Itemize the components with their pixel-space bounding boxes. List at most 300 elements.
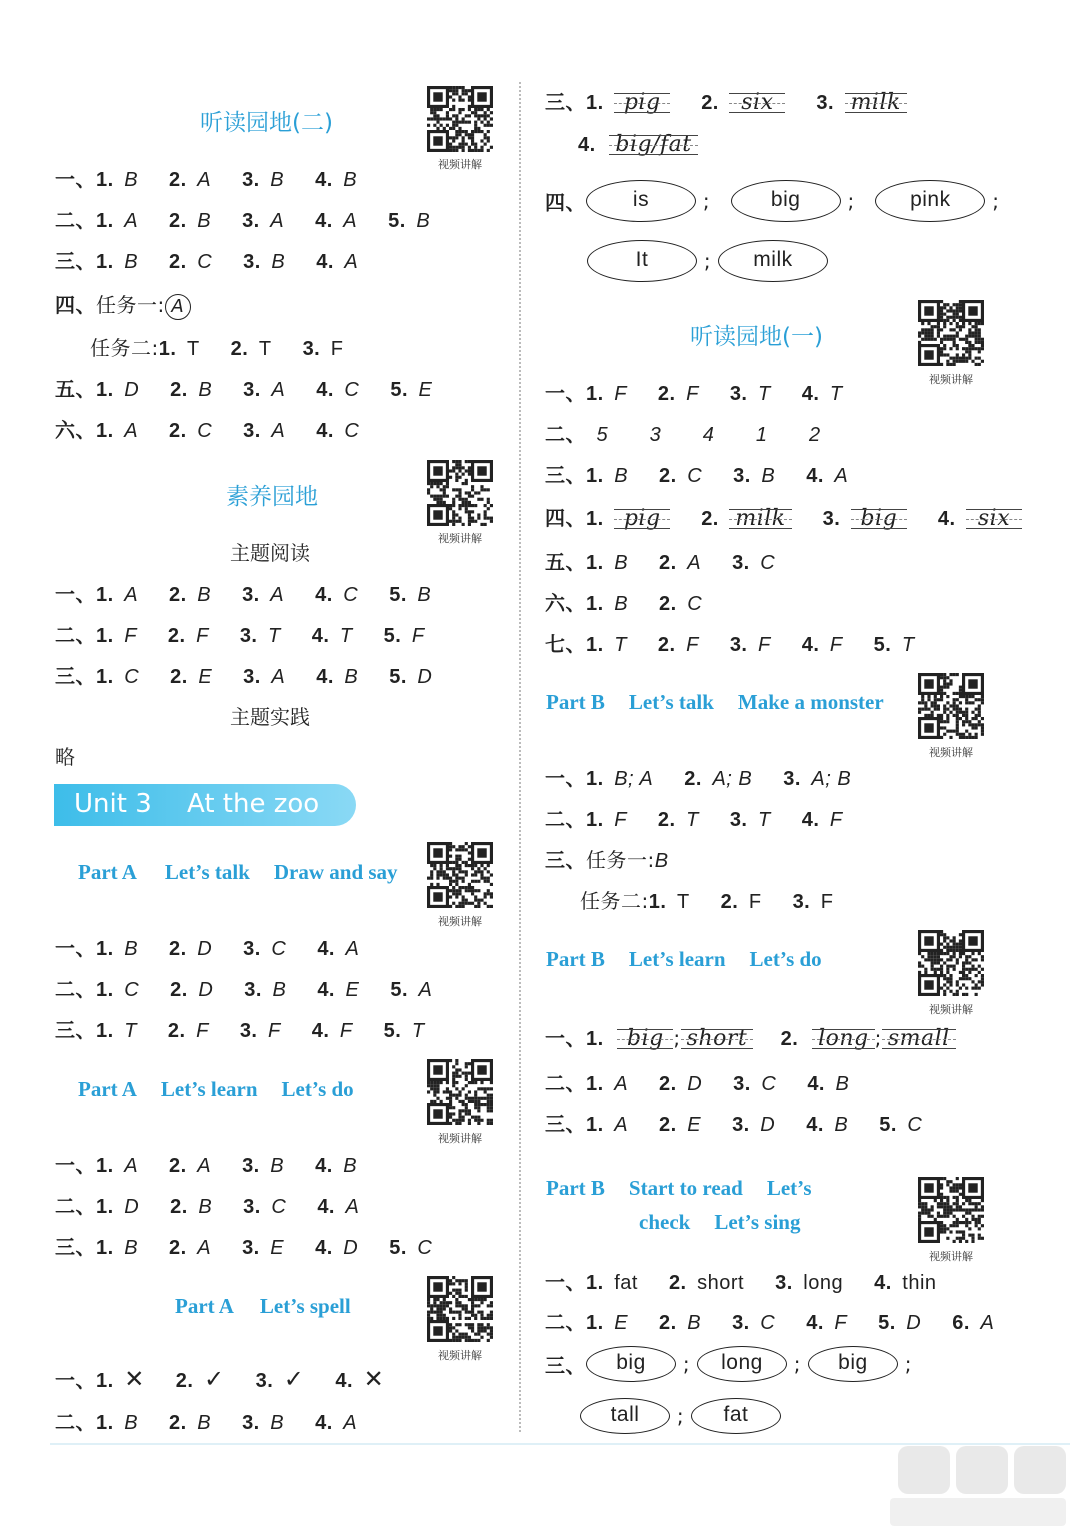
item-answer: A [124,420,139,442]
item-answer: B [417,584,432,606]
item-number: 1. [586,383,604,405]
item-number: 4. [315,584,333,606]
item-number: 3. [816,92,835,114]
cross-icon: ✕ [124,1365,145,1393]
title-part: Part B [546,690,605,714]
item-answer: F [758,634,771,656]
item-number: 3. [775,1272,793,1294]
item-answer: B [835,1073,850,1095]
answer-row [55,1406,388,1435]
handwritten-text: pig [623,506,661,531]
item-answer: D [417,666,433,688]
row-prefix: 五、 [545,552,586,574]
item-number: 1. [96,251,114,273]
item-answer: 2 [809,424,821,446]
title-part: Part A [175,1294,234,1318]
item-answer: T [758,383,771,405]
qr-code-icon[interactable] [918,673,984,739]
item-number: 1. [586,809,604,831]
row-prefix: 二、 [55,1196,96,1218]
item-answer: B [124,169,139,191]
item-answer: F [196,625,209,647]
item-number: 4. [316,379,334,401]
item-number: 4. [806,1312,824,1334]
item-answer: B [272,979,287,1001]
task-label: 任务一: [586,848,655,872]
mark-items [96,1365,415,1393]
title-part: Start to read [628,1176,743,1200]
item-number: 3. [792,891,811,913]
title-part: Let’s sing [714,1210,801,1234]
item-answer: B [614,552,629,574]
hw-items [586,506,1053,530]
section-title-partb-read-2 [639,1210,800,1235]
answer-row-marks [55,1364,415,1393]
item-number: 1. [96,938,114,960]
task-label: 任务二: [580,889,649,913]
item-answer: B [270,1155,285,1177]
row-prefix: 三、 [55,1237,96,1259]
item-number: 2. [659,465,677,487]
item-answer: A [197,1155,212,1177]
item-answer: A [124,210,139,232]
item-number: 3. [729,809,748,831]
item-answer: T [124,1020,137,1042]
answer-row [55,1231,463,1260]
answer-row [545,418,852,447]
item-answer: 3 [649,424,662,446]
item-answer: T [339,625,353,647]
item-number: 4. [807,1073,825,1095]
item-answer: B [124,1237,139,1259]
handwritten-answer [845,90,907,115]
answer-row [545,803,874,832]
row-prefix: 三、 [545,465,586,487]
qr-code-icon[interactable] [918,930,984,996]
item-number: 3. [732,1114,750,1136]
item-number: 1. [96,979,114,1001]
practice-answer: 略 [55,745,75,769]
item-answer: E [198,666,213,688]
handwritten-answer [851,506,907,531]
item-number: 1. [96,1020,114,1042]
answer-row-handwriting [578,132,698,157]
qr-label: 视频讲解 [438,1349,482,1362]
item-answer: C [687,465,703,487]
item-number: 3. [733,465,751,487]
row-prefix: 六、 [545,593,586,615]
answer-row [545,1067,880,1096]
answer-row [545,546,806,575]
item-answer: F [339,1020,353,1042]
item-answer: E [345,979,360,1001]
item-answer: C [760,552,776,574]
item-answer: C [271,1196,287,1218]
item-answer: C [687,593,703,615]
answer-row [545,1306,1025,1335]
item-number: 2. [169,420,187,442]
item-answer: F [614,383,627,405]
oval-word: long [697,1346,787,1382]
handwritten-answer [882,1026,956,1051]
answer-row [55,660,463,689]
item-answer: A [270,584,285,606]
answer-row [55,619,456,648]
item-number: 3. [243,251,261,273]
qr-label: 视频讲解 [929,1003,973,1016]
item-answer: A [271,666,286,688]
row-prefix: 三、 [545,92,586,114]
item-number: 1. [96,1412,114,1434]
handwritten-answer [966,506,1022,531]
subheading-theme-reading: 主题阅读 [230,541,310,565]
handwritten-answer [681,1026,754,1051]
item-answer: A [344,251,359,273]
item-answer: short [697,1272,745,1294]
item-number: 4. [801,809,820,831]
item-number: 4. [316,420,334,442]
item-number: 5. [389,1237,407,1259]
row-prefix: 一、 [545,768,586,790]
item-answer: E [687,1114,702,1136]
row-prefix: 一、 [55,938,96,960]
section-title-partb-read-1 [546,1176,812,1201]
title-part: Let’s do [281,1077,354,1101]
title-part: Part A [78,860,137,884]
cross-icon: ✕ [363,1365,385,1393]
item-number: 2. [684,768,702,790]
item-number: 2. [657,634,676,656]
item-number: 4. [335,1370,354,1392]
answer-row-words [545,1266,968,1295]
item-answer: C [761,1073,777,1095]
section-title-literacy: 素养园地 [226,484,318,510]
qr-label: 视频讲解 [438,915,482,928]
item-number: 1. [96,1196,114,1218]
answer-row [55,1014,456,1043]
item-answer: B [198,379,213,401]
answer-row-three [545,844,669,873]
item-number: 1. [586,593,604,615]
item-answer: A [687,552,702,574]
handwritten-answer [729,90,785,115]
answer-row [55,414,390,443]
item-number: 4. [578,134,596,156]
item-number: 2. [167,625,186,647]
item-answer: T [186,338,200,360]
title-part: Part A [78,1077,137,1101]
oval-word: big [808,1346,898,1382]
item-answer: fat [614,1272,638,1294]
item-number: 1. [96,584,114,606]
answer-row-four [55,289,191,320]
qr-code-icon[interactable] [427,1059,493,1125]
item-number: 3. [244,979,262,1001]
item-number: 3. [243,379,261,401]
item-answer: F [820,891,834,913]
item-answer: C [344,379,360,401]
title-part: check [639,1210,691,1234]
item-number: 3. [239,625,258,647]
qr-label: 视频讲解 [929,373,973,386]
section-title-partb-talk [546,690,884,715]
row-prefix: 一、 [545,1272,586,1294]
row-prefix: 一、 [55,169,96,191]
item-number: 2. [170,666,188,688]
item-answer: C [124,666,140,688]
item-answer: T [411,1020,425,1042]
item-number: 3. [242,1412,260,1434]
item-answer: F [686,383,699,405]
item-answer: C [271,938,287,960]
item-number: 5. [383,625,402,647]
item-answer: E [614,1312,629,1334]
task-label: 任务二: [90,336,159,360]
item-number: 2. [169,169,187,191]
row-prefix: 二、 [545,1073,586,1095]
item-answer: B [343,169,358,191]
item-answer: A; B [712,768,753,790]
item-number: 3. [255,1370,274,1392]
qr-code-icon[interactable] [427,460,493,526]
title-part: Let’s [766,1176,812,1200]
item-number: 2. [657,383,676,405]
item-number: 1. [586,552,604,574]
oval-word: big [586,1346,676,1382]
check-icon: ✓ [283,1365,305,1393]
qr-label: 视频讲解 [929,1250,973,1263]
section-title-parta-spell [175,1294,351,1319]
answer-row [55,373,463,402]
item-answer: B [197,1412,212,1434]
circled-answer: A [165,294,191,320]
item-number: 4. [874,1272,892,1294]
item-number: 1. [586,1272,604,1294]
unit-label: Unit 3 [74,789,152,819]
item-number: 1. [96,1237,114,1259]
item-answer: F [124,625,137,647]
answer-row-handwriting: 一、1. big ; short 2. long ; small [545,1022,956,1051]
item-answer: B [270,169,285,191]
handwritten-text: six [977,506,1011,531]
title-part: Part B [546,947,605,971]
item-number: 1. [96,1155,114,1177]
title-part: Draw and say [273,860,398,884]
item-number: 1. [96,379,114,401]
oval-row-1: 四、 is ; big ; pink ; [545,180,999,222]
item-number: 1. [586,465,604,487]
qr-code-icon[interactable] [427,842,493,908]
item-number: 2. [170,379,188,401]
item-number: 1. [586,1028,604,1050]
item-answer: F [748,891,762,913]
item-number: 5. [390,979,409,1001]
item-number: 2. [167,1020,186,1042]
item-answer: T [268,625,281,647]
item-number: 4. [317,938,335,960]
item-number: 2. [175,1370,194,1392]
item-number: 1. [586,1073,604,1095]
item-number: 2. [169,584,187,606]
item-number: 1. [96,666,114,688]
task-items [159,336,375,360]
qr-label: 视频讲解 [929,746,973,759]
item-answer: B [198,1196,213,1218]
qr-code-icon[interactable] [427,86,493,152]
title-part: Let’s do [749,947,822,971]
item-number: 2. [659,1073,677,1095]
item-answer: F [330,338,344,360]
item-answer: C [760,1312,776,1334]
handwritten-answer [609,132,697,157]
task-label: 任务一: [96,293,165,317]
item-number: 4. [315,1155,333,1177]
item-answer: T [258,338,272,360]
handwritten-answer [729,506,791,531]
task-answer: B [654,850,669,872]
item-answer: T [758,809,771,831]
item-number: 4. [806,465,824,487]
row-prefix: 三、 [545,1355,586,1378]
item-number: 1. [96,1370,114,1392]
oval-word: pink [875,180,985,222]
item-number: 1. [586,768,604,790]
item-answer: D [760,1114,776,1136]
handwritten-answer [614,506,670,531]
qr-code-icon[interactable] [918,1177,984,1243]
handwritten-text: big [627,1026,664,1051]
item-answer: F [829,809,843,831]
row-prefix: 三、 [545,850,586,872]
row-prefix: 四、 [55,295,96,317]
row-prefix: 一、 [545,1028,586,1050]
section-title-listen-read-1: 听读园地(一) [690,324,823,350]
handwritten-answer [614,90,670,115]
item-answer: 1 [755,424,768,446]
item-answer: T [829,383,843,405]
item-number: 4. [317,1196,335,1218]
item-answer: A [614,1114,629,1136]
item-number: 2. [659,552,677,574]
item-number: 3. [242,210,260,232]
item-answer: 5 [596,424,609,446]
item-number: 2. [170,979,188,1001]
item-answer: D [124,1196,140,1218]
qr-code-icon[interactable] [918,300,984,366]
answer-row [545,628,946,657]
qr-label: 视频讲解 [438,1132,482,1145]
title-part: Let’s learn [160,1077,258,1101]
item-answer: T [901,634,915,656]
oval-word: fat [691,1398,781,1434]
answer-row [55,1190,390,1219]
item-answer: A [197,1237,212,1259]
item-answer: E [418,379,433,401]
item-answer: A [197,169,212,191]
item-answer: A [271,420,286,442]
handwritten-text: big [860,506,898,531]
row-prefix: 二、 [55,625,96,647]
item-number: 2. [780,1028,799,1050]
column-divider [519,82,521,1432]
item-number: 3. [242,169,260,191]
handwritten-answer [617,1026,673,1051]
item-number: 1. [96,210,114,232]
item-answer: F [686,634,699,656]
row-prefix: 二、 [55,1412,96,1434]
row-prefix: 二、 [545,1312,586,1334]
item-number: 4. [317,979,335,1001]
answer-row [545,762,882,791]
item-answer: A [614,1073,629,1095]
row-prefix: 七、 [545,634,586,656]
item-number: 1. [96,169,114,191]
item-number: 1. [586,92,604,114]
item-number: 3. [822,508,841,530]
title-part: Part B [546,1176,605,1200]
unit-banner [54,784,356,826]
row-prefix: 一、 [55,1155,96,1177]
item-number: 1. [648,891,667,913]
row-prefix: 二、 [55,210,96,232]
item-answer: A [124,584,139,606]
item-answer: long [803,1272,844,1294]
title-part: Make a monster [737,690,884,714]
item-number: 4. [311,1020,330,1042]
answer-row [545,587,733,616]
item-answer: A [834,465,849,487]
item-number: 2. [170,1196,188,1218]
item-number: 2. [230,338,249,360]
item-number: 2. [169,1412,187,1434]
answer-row [55,204,461,233]
handwritten-text: milk [735,506,786,531]
hw-items [586,90,938,114]
item-number: 3. [243,1196,261,1218]
qr-code-icon[interactable] [427,1276,493,1342]
item-answer: F [829,634,843,656]
section-title-listen-read-2: 听读园地(二) [200,110,333,136]
row-prefix: 一、 [55,1370,96,1392]
item-number: 3. [242,584,260,606]
handwritten-text: long [818,1026,869,1051]
handwritten-text: six [741,90,774,115]
item-answer: F [834,1312,848,1334]
item-number: 2. [169,1237,187,1259]
item-number: 1. [586,634,604,656]
item-number: 3. [239,1020,258,1042]
row-prefix: 六、 [55,420,96,442]
item-number: 3. [302,338,321,360]
answer-row [545,459,879,488]
item-number: 1. [96,625,114,647]
item-number: 2. [668,1272,687,1294]
oval-word: is [586,180,696,222]
title-part: Let’s spell [259,1294,351,1318]
oval-word: It [587,240,697,282]
item-number: 2. [720,891,739,913]
section-title-parta-learn [78,1077,354,1102]
item-number: 3. [243,666,261,688]
item-number: 5. [388,210,406,232]
row-prefix: 一、 [545,383,586,405]
title-part: Let’s talk [628,690,714,714]
section-title-parta-talk [78,860,398,885]
oval-row-4: tall ; fat [580,1398,781,1434]
item-number: 2. [169,210,187,232]
handwritten-text: short [686,1026,748,1051]
item-answer: D [198,979,214,1001]
